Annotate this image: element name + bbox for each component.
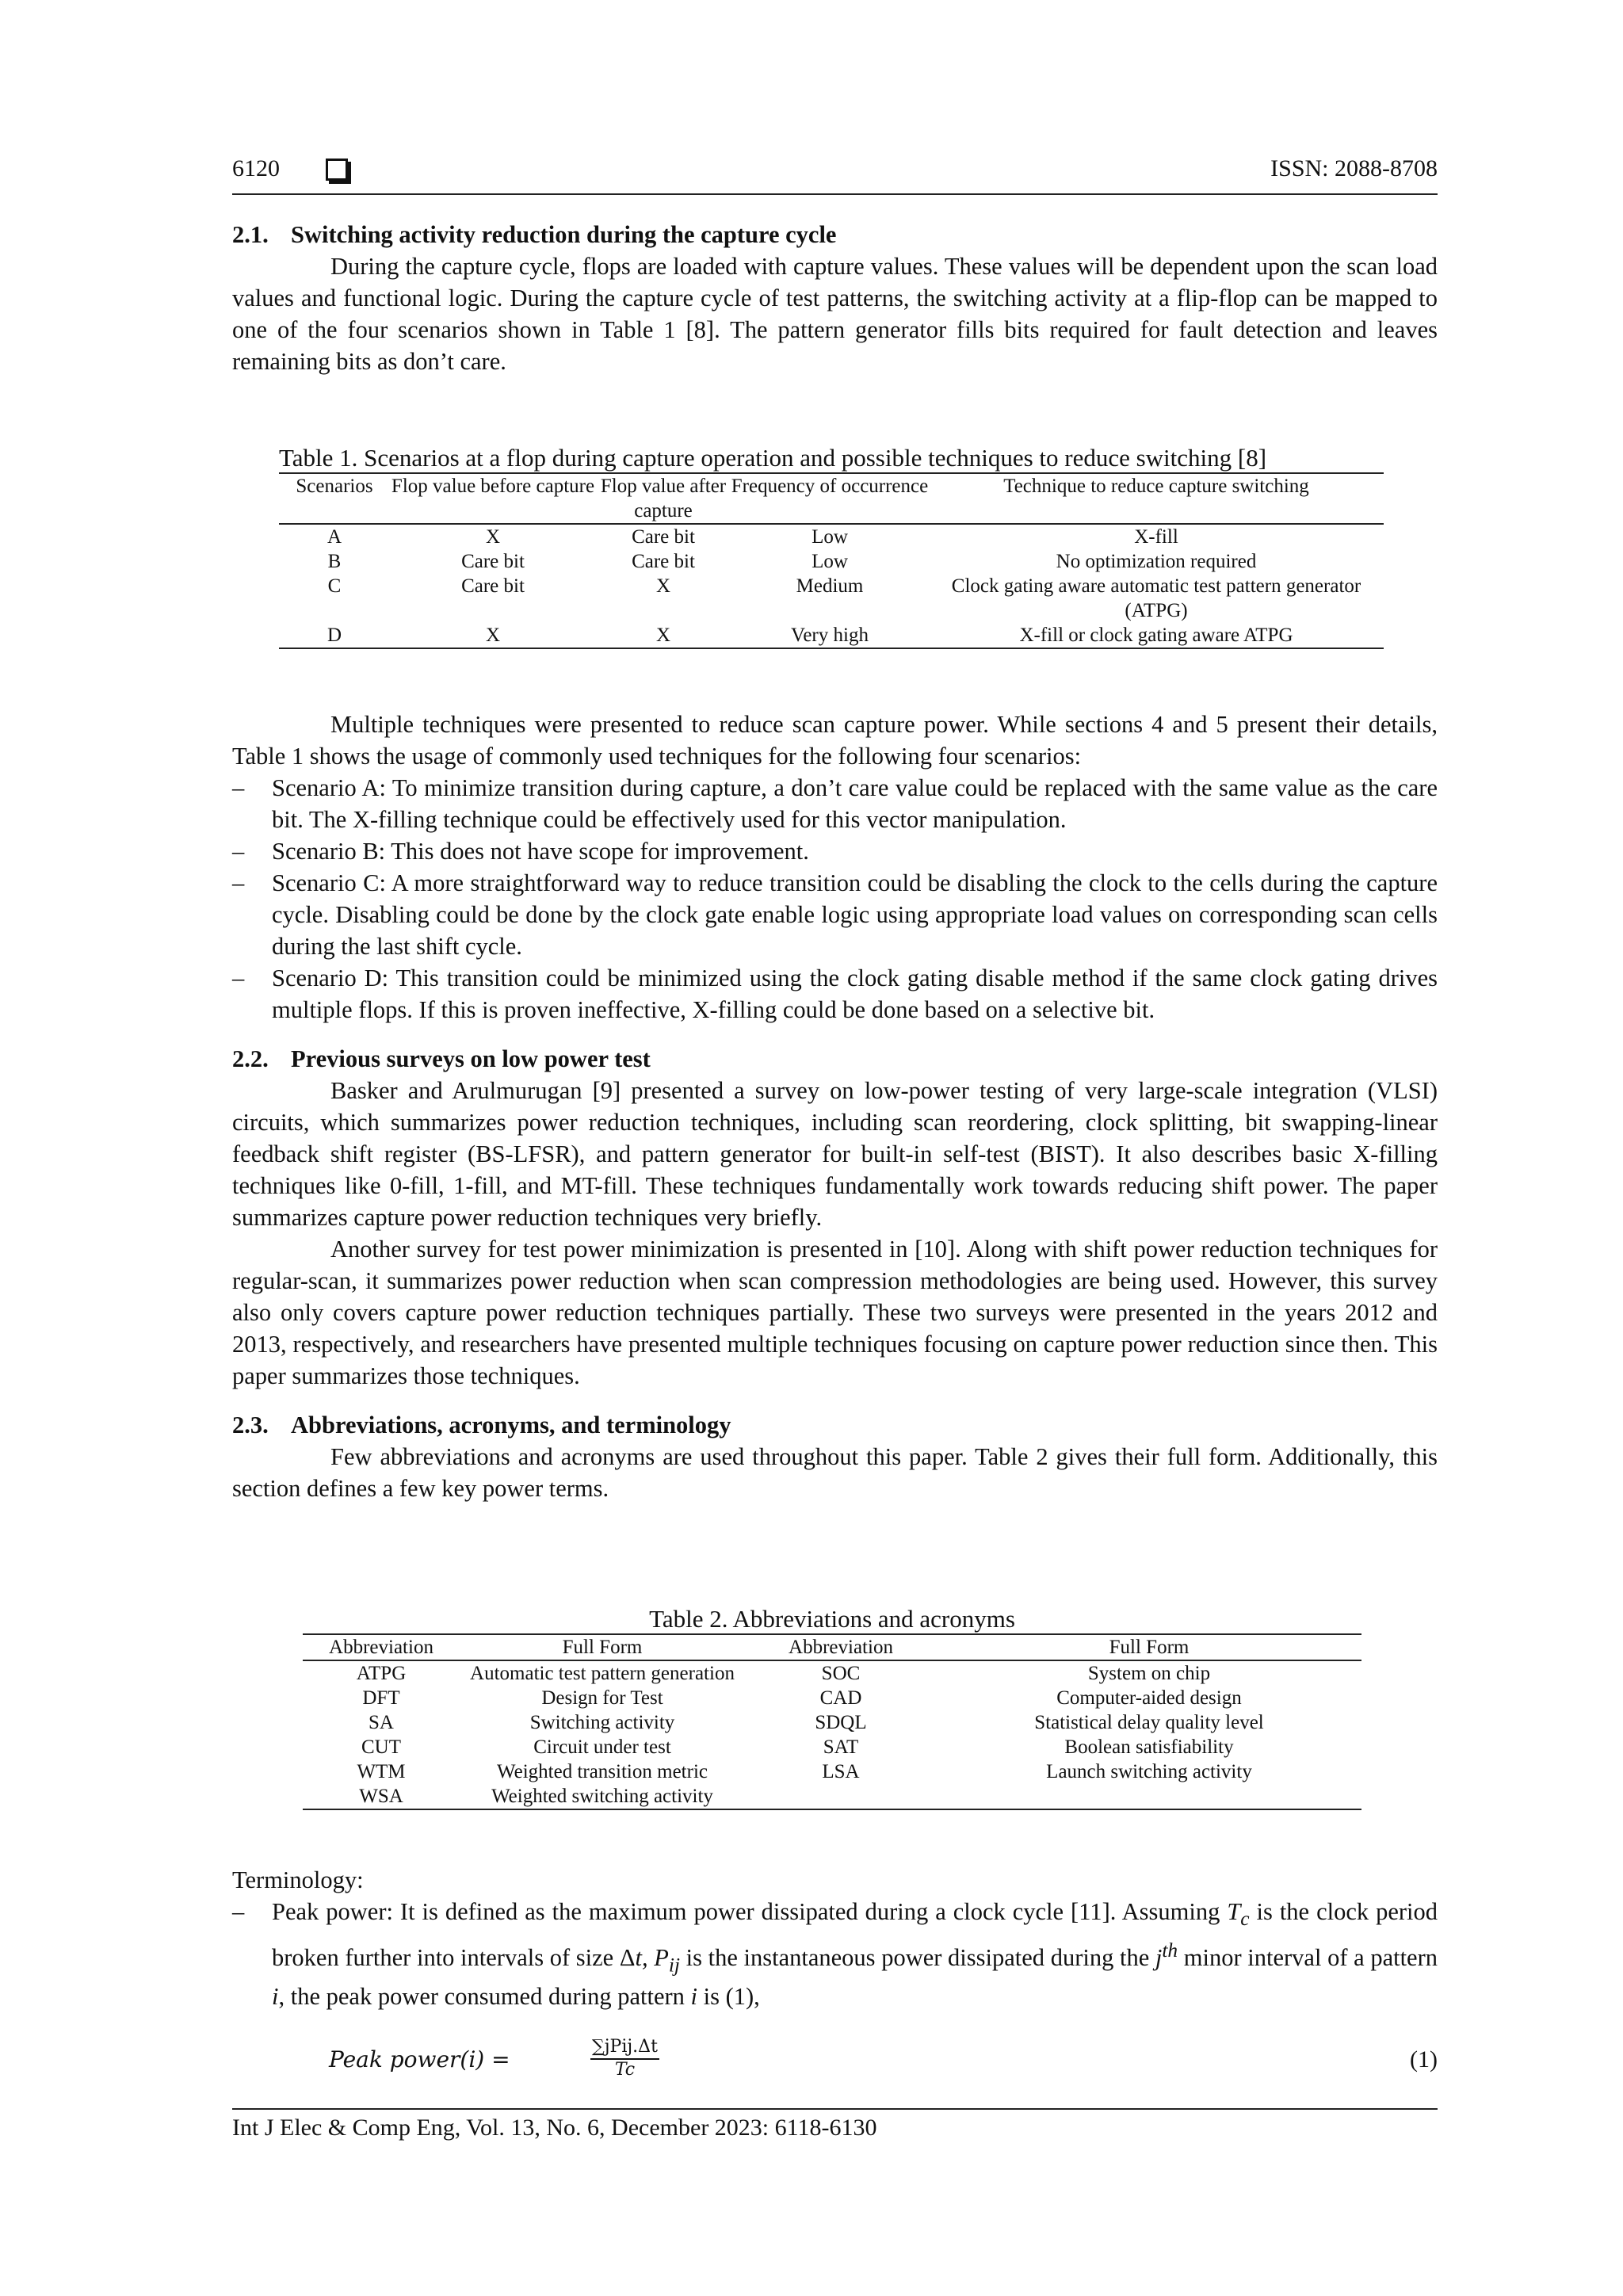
table-cell: LSA <box>822 1761 860 1782</box>
table-cell: Design for Test <box>541 1687 663 1709</box>
dash-bullet: – <box>232 774 245 801</box>
table-cell: X-fill or clock gating aware ATPG <box>1019 625 1293 646</box>
scenarios-text <box>232 709 1438 1504</box>
section-2-1 <box>232 219 1438 377</box>
equation-1 <box>329 2037 1438 2092</box>
table-header-row <box>279 473 1384 524</box>
table-cell <box>937 1784 1361 1809</box>
terminology-section <box>232 1864 1438 2012</box>
table-cell: X <box>485 526 501 548</box>
table-cell: SA <box>369 1712 394 1733</box>
table-cell: WTM <box>357 1761 406 1782</box>
table-cell: A <box>327 526 342 548</box>
table-cell: Medium <box>796 575 864 597</box>
table-cell: CAD <box>819 1687 862 1709</box>
table-cell: Computer-aided design <box>1056 1687 1242 1709</box>
table-cell: ATPG <box>356 1663 407 1684</box>
table-2-grid <box>303 1633 1361 1810</box>
column-header: Full Form <box>1109 1637 1190 1658</box>
table-2 <box>303 1605 1361 1810</box>
column-header: Flop value before capture <box>391 476 595 497</box>
page-footer <box>232 2108 1438 2141</box>
table-cell: Very high <box>791 625 869 646</box>
paragraph: Few abbreviations and acronyms are used throughout this paper. Table 2 gives their full form. Additionally, this section defines a few key power terms. <box>232 1443 1438 1502</box>
table-cell: Switching activity <box>529 1712 675 1733</box>
table-caption: Table 2. Abbreviations and acronyms <box>649 1605 1015 1633</box>
table-cell: X <box>655 575 671 597</box>
table-cell: Care bit <box>632 526 695 548</box>
table-cell: C <box>327 575 342 597</box>
terminology-label: Terminology: <box>232 1866 364 1893</box>
table-row <box>279 574 1384 623</box>
table-row <box>279 524 1384 549</box>
list-item: – Scenario A: To minimize transition during capture, a don’t care value could be replaced with the same value as the care bit. The X-filling technique could be effectively used for this vector manipulation. <box>232 772 1438 835</box>
table-cell: Weighted switching activity <box>491 1786 713 1807</box>
table-cell: Circuit under test <box>533 1736 671 1758</box>
footer-citation: Int J Elec & Comp Eng, Vol. 13, No. 6, December 2023: 6118-6130 <box>232 2115 877 2141</box>
column-header: Abbreviation <box>789 1637 893 1658</box>
section-title: 2.1. Switching activity reduction during the capture cycle <box>232 221 837 248</box>
table-cell: Care bit <box>632 551 695 572</box>
table-cell: SOC <box>821 1663 861 1684</box>
equation-lhs: Peak power(i) = <box>329 2046 510 2073</box>
table-cell: SAT <box>823 1736 859 1758</box>
table-header-row <box>303 1634 1361 1660</box>
table-row <box>303 1710 1361 1735</box>
table-cell: B <box>327 551 342 572</box>
list-item: – Scenario B: This does not have scope for improvement. <box>232 835 1438 867</box>
paragraph: Another survey for test power minimization is presented in [10]. Along with shift power reduction techniques for regular-scan, it summarizes power reduction when scan compression methodologies are being used. However, this survey also only covers capture power reduction techniques partially. These two surveys were presented in the years 2012 and 2013, respectively, and researchers have presented multiple techniques focusing on capture power reduction since then. This paper summarizes those techniques. <box>232 1236 1438 1389</box>
table-row <box>303 1759 1361 1784</box>
equation-denominator: Tc <box>614 2060 636 2080</box>
table-cell: X <box>655 625 671 646</box>
table-cell: WSA <box>359 1786 403 1807</box>
table-cell: Statistical delay quality level <box>1034 1712 1264 1733</box>
equation-numerator: ∑jPij.Δt <box>590 2037 659 2060</box>
paragraph: Multiple techniques were presented to reduce scan capture power. While sections 4 and 5 present their details, Table 1 shows the usage of commonly used techniques for the following four scenarios: <box>232 711 1438 770</box>
table-cell: Low <box>812 551 848 572</box>
table-cell: Boolean satisfiability <box>1064 1736 1234 1758</box>
paragraph: During the capture cycle, flops are loaded with capture values. These values will be dependent upon the scan load values and functional logic. During the capture cycle of test patterns, the switching activity at a flip-flop can be mapped to one of the four scenarios shown in Table 1 [8]. The pattern generator fills bits required for fault detection and leaves remaining bits as don’t care. <box>232 253 1438 375</box>
column-header: Full Form <box>562 1637 643 1658</box>
column-header: Scenarios <box>296 476 373 497</box>
table-cell: Low <box>812 526 848 548</box>
paragraph: Basker and Arulmurugan [9] presented a survey on low-power testing of very large-scale integration (VLSI) circuits, which summarizes power reduction techniques, including scan reordering, clock splitting, bit swapping-linear feedback shift register (BS-LFSR), and pattern generator for built-in self-test (BIST). It also describes basic X-filling techniques like 0-fill, 1-fill, and MT-fill. These techniques fundamentally work towards reducing shift power. The paper summarizes capture power reduction techniques very briefly. <box>232 1077 1438 1231</box>
section-title: 2.3. Abbreviations, acronyms, and terminology <box>232 1412 731 1438</box>
table-row <box>303 1735 1361 1759</box>
table-caption: Table 1. Scenarios at a flop during capture operation and possible techniques to reduce switching [8] <box>279 444 1267 472</box>
box-icon <box>326 159 348 181</box>
equation-number: (1) <box>1410 2046 1438 2073</box>
table-row <box>303 1660 1361 1686</box>
table-row <box>303 1686 1361 1710</box>
table-1-grid <box>279 472 1384 649</box>
column-header: Frequency of occurrence <box>731 476 929 497</box>
column-header: Flop value after capture <box>600 476 727 521</box>
list-item: – Scenario D: This transition could be minimized using the clock gating disable method if the same clock gating drives multiple flops. If this is proven ineffective, X-filling could be done based on a selective bit. <box>232 962 1438 1026</box>
table-cell <box>745 1784 937 1809</box>
table-cell: No optimization required <box>1056 551 1257 572</box>
table-1 <box>279 444 1384 649</box>
table-cell: Clock gating aware automatic test pattern generator (ATPG) <box>951 575 1361 621</box>
table-cell: SDQL <box>815 1712 867 1733</box>
table-cell: Weighted transition metric <box>497 1761 708 1782</box>
issn: ISSN: 2088-8708 <box>1270 155 1438 181</box>
table-cell: X <box>485 625 501 646</box>
page-header <box>232 152 1438 195</box>
table-row <box>303 1784 1361 1809</box>
table-row <box>279 549 1384 574</box>
dash-bullet: – <box>232 965 245 991</box>
dash-bullet: – <box>232 1898 245 1925</box>
dash-bullet: – <box>232 838 245 865</box>
table-cell: D <box>327 625 342 646</box>
table-cell: Care bit <box>461 551 525 572</box>
column-header: Abbreviation <box>329 1637 433 1658</box>
table-row <box>279 623 1384 648</box>
table-cell: DFT <box>362 1687 400 1709</box>
list-item: – Scenario C: A more straightforward way to reduce transition could be disabling the clock to the cells during the capture cycle. Disabling could be done by the clock gate enable logic using appropriate load values on corresponding scan cells during the last shift cycle. <box>232 867 1438 962</box>
table-cell: System on chip <box>1087 1663 1211 1684</box>
table-cell: Launch switching activity <box>1046 1761 1252 1782</box>
table-cell: Automatic test pattern generation <box>470 1663 735 1684</box>
table-cell: X-fill <box>1134 526 1178 548</box>
page-number: 6120 <box>232 155 280 181</box>
dash-bullet: – <box>232 869 245 896</box>
list-item: – Peak power: It is defined as the maximum power dissipated during a clock cycle [11]. Assuming $T_c$ is the clock period broken further into intervals of size Δt, $P_{ij}$ is the instantaneous power dissipated during the $j^{th}$ minor interval of a pattern i, the peak power consumed during pattern i is (1), <box>232 1896 1438 2012</box>
section-title: 2.2. Previous surveys on low power test <box>232 1045 651 1072</box>
table-cell: Care bit <box>461 575 525 597</box>
column-header: Technique to reduce capture switching <box>1003 476 1309 497</box>
table-cell: CUT <box>361 1736 401 1758</box>
equation-fraction <box>590 2037 659 2080</box>
